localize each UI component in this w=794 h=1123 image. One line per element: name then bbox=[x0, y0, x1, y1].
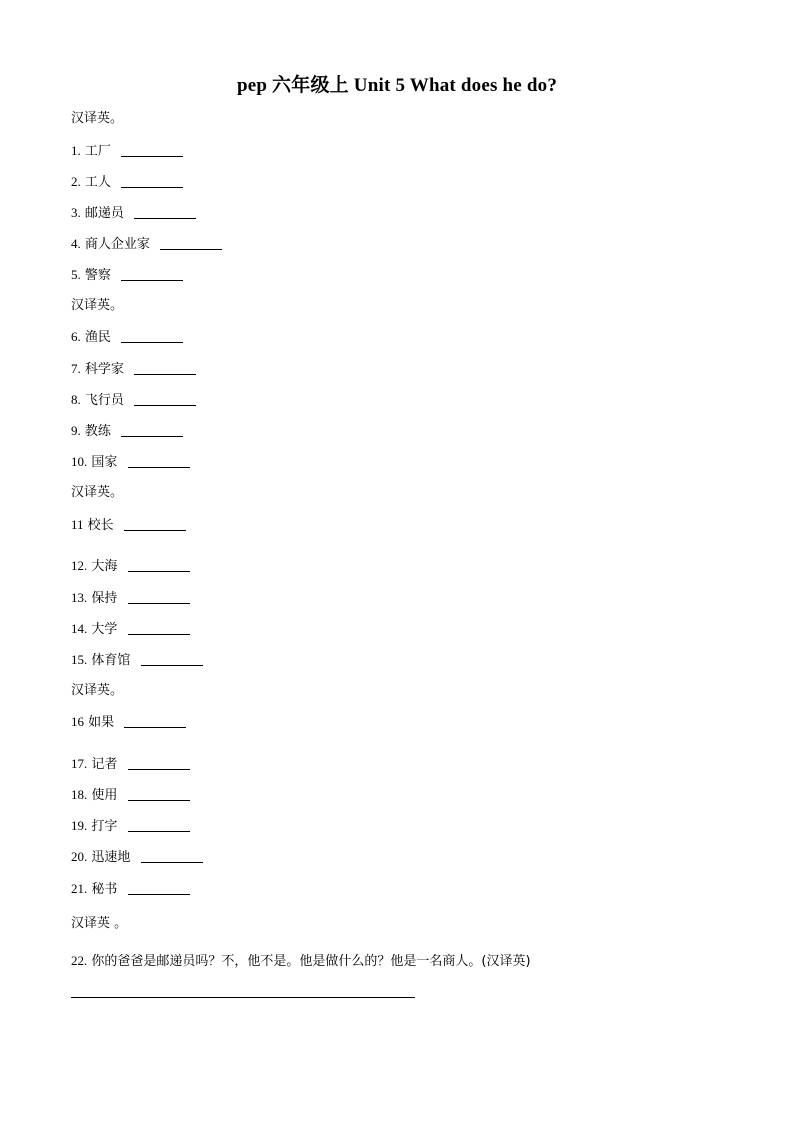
answer-blank[interactable] bbox=[121, 175, 183, 188]
section-heading: 汉译英。 bbox=[71, 485, 124, 500]
question-13 bbox=[71, 589, 190, 608]
answer-blank[interactable] bbox=[128, 559, 190, 572]
answer-blank[interactable] bbox=[121, 330, 183, 343]
question-1 bbox=[71, 142, 183, 161]
question-number: 9. bbox=[71, 423, 81, 438]
answer-blank[interactable] bbox=[121, 424, 183, 437]
question-text: 邮递员 bbox=[84, 206, 124, 221]
answer-blank[interactable] bbox=[134, 206, 196, 219]
question-4 bbox=[71, 235, 222, 254]
question-text: 渔民 bbox=[84, 330, 111, 345]
answer-blank[interactable] bbox=[141, 850, 203, 863]
question-number: 16 bbox=[71, 714, 84, 729]
question-text: 如果 bbox=[88, 715, 115, 730]
question-7 bbox=[71, 360, 196, 379]
answer-blank[interactable] bbox=[128, 622, 190, 635]
answer-blank[interactable] bbox=[134, 393, 196, 406]
question-10 bbox=[71, 453, 190, 472]
question-text: 记者 bbox=[91, 757, 118, 772]
question-2 bbox=[71, 173, 183, 192]
question-5 bbox=[71, 266, 183, 285]
answer-blank[interactable] bbox=[128, 819, 190, 832]
section-heading: 汉译英。 bbox=[71, 298, 124, 313]
answer-blank[interactable] bbox=[128, 788, 190, 801]
question-text: 工厂 bbox=[84, 144, 111, 159]
section-heading: 汉译英 。 bbox=[71, 916, 128, 931]
question-16 bbox=[71, 713, 186, 732]
question-22 bbox=[71, 952, 531, 971]
question-20 bbox=[71, 848, 203, 867]
question-9 bbox=[71, 422, 183, 441]
question-number: 6. bbox=[71, 329, 81, 344]
question-text: 校长 bbox=[87, 518, 114, 533]
question-8 bbox=[71, 391, 196, 410]
question-text: 科学家 bbox=[84, 362, 124, 377]
question-number: 10. bbox=[71, 454, 88, 469]
question-text: 打字 bbox=[91, 819, 118, 834]
answer-blank[interactable] bbox=[160, 237, 222, 250]
question-text: 使用 bbox=[91, 788, 118, 803]
answer-line[interactable] bbox=[71, 997, 415, 998]
page-title: pep 六年级上 Unit 5 What does he do? bbox=[236, 75, 558, 96]
question-14 bbox=[71, 620, 190, 639]
question-number: 11 bbox=[71, 517, 84, 532]
question-number: 19. bbox=[71, 818, 88, 833]
question-17 bbox=[71, 755, 190, 774]
question-text: 保持 bbox=[91, 591, 118, 606]
question-12 bbox=[71, 557, 190, 576]
answer-blank[interactable] bbox=[124, 518, 186, 531]
question-number: 5. bbox=[71, 267, 81, 282]
answer-blank[interactable] bbox=[128, 882, 190, 895]
question-number: 22. bbox=[71, 953, 88, 968]
answer-blank[interactable] bbox=[124, 715, 186, 728]
question-21 bbox=[71, 880, 190, 899]
answer-blank[interactable] bbox=[134, 362, 196, 375]
question-text: 大海 bbox=[91, 559, 118, 574]
question-number: 4. bbox=[71, 236, 81, 251]
question-18 bbox=[71, 786, 190, 805]
answer-blank[interactable] bbox=[128, 591, 190, 604]
question-15 bbox=[71, 651, 203, 670]
question-text: 大学 bbox=[91, 622, 118, 637]
answer-blank[interactable] bbox=[128, 455, 190, 468]
question-text: 商人企业家 bbox=[84, 237, 150, 252]
question-number: 2. bbox=[71, 174, 81, 189]
question-number: 17. bbox=[71, 756, 88, 771]
answer-blank[interactable] bbox=[141, 653, 203, 666]
question-number: 13. bbox=[71, 590, 88, 605]
question-number: 12. bbox=[71, 558, 88, 573]
question-19 bbox=[71, 817, 190, 836]
question-text: 教练 bbox=[84, 424, 111, 439]
answer-blank[interactable] bbox=[121, 268, 183, 281]
question-6 bbox=[71, 328, 183, 347]
question-number: 15. bbox=[71, 652, 88, 667]
section-heading: 汉译英。 bbox=[71, 683, 124, 698]
question-text: 飞行员 bbox=[84, 393, 124, 408]
question-text: 迅速地 bbox=[91, 850, 131, 865]
question-text: 体育馆 bbox=[91, 653, 131, 668]
question-number: 21. bbox=[71, 881, 88, 896]
question-number: 20. bbox=[71, 849, 88, 864]
question-number: 1. bbox=[71, 143, 81, 158]
question-text: 工人 bbox=[84, 175, 111, 190]
question-text: 国家 bbox=[91, 455, 118, 470]
question-11 bbox=[71, 516, 186, 535]
answer-blank[interactable] bbox=[128, 757, 190, 770]
question-number: 3. bbox=[71, 205, 81, 220]
question-number: 14. bbox=[71, 621, 88, 636]
question-text: 警察 bbox=[84, 268, 111, 283]
answer-blank[interactable] bbox=[121, 144, 183, 157]
question-text: 你的爸爸是邮递员吗？不，他不是。他是做什么的？他是一名商人。(汉译英) bbox=[91, 954, 531, 969]
question-text: 秘书 bbox=[91, 882, 118, 897]
section-heading: 汉译英。 bbox=[71, 111, 124, 126]
question-number: 8. bbox=[71, 392, 81, 407]
question-number: 7. bbox=[71, 361, 81, 376]
question-3 bbox=[71, 204, 196, 223]
question-number: 18. bbox=[71, 787, 88, 802]
